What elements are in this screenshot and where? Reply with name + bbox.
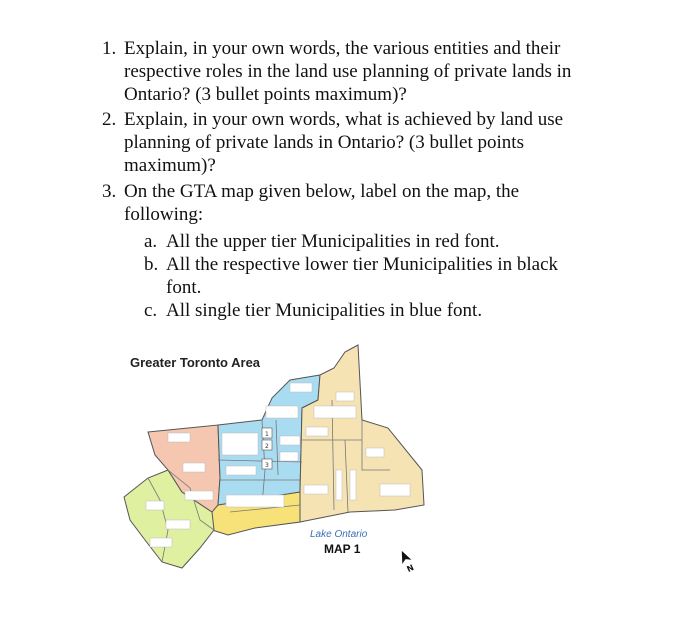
numbered-boxes [262, 428, 272, 469]
label-box [146, 501, 164, 510]
sub-item-text: All the upper tier Municipalities in red font. [166, 231, 500, 252]
label-box [183, 463, 205, 472]
sub-item-text: All single tier Municipalities in blue font. [166, 300, 483, 321]
label-box [306, 427, 328, 436]
question-number: 2. [102, 109, 117, 130]
label-box [336, 470, 342, 500]
label-box [290, 383, 312, 392]
question-text: Explain, in your own words, the various entities and their respective roles in the land use planning of private lands in Ontario? (3 bullet points maximum)? [124, 38, 572, 105]
label-box [350, 470, 356, 500]
label-box [336, 392, 354, 401]
svg-text:N: N [405, 562, 416, 574]
question-text: On the GTA map given below, label on the map, the following: [124, 181, 520, 225]
label-box [314, 406, 356, 418]
label-box [222, 433, 258, 455]
sub-item-letter: b. [144, 254, 159, 275]
label-box [185, 491, 213, 500]
question-number: 1. [102, 38, 117, 59]
label-box [366, 448, 384, 457]
label-box [280, 452, 298, 461]
label-box [226, 466, 256, 475]
label-box [280, 436, 300, 445]
sub-item-letter: c. [144, 300, 158, 321]
box-number: 2 [265, 443, 269, 450]
question-number: 3. [102, 181, 117, 202]
lake-label: Lake Ontario [310, 529, 368, 540]
label-box [150, 538, 172, 547]
label-box [226, 495, 284, 507]
label-box [168, 433, 190, 442]
box-number: 3 [265, 462, 269, 469]
north-arrow-icon [397, 549, 416, 575]
label-box [304, 485, 328, 494]
label-box [166, 520, 190, 529]
map-title: Greater Toronto Area [130, 355, 261, 370]
question-text: Explain, in your own words, what is achieved by land use planning of private lands in Ontario? (3 bullet points maximum)? [124, 109, 564, 176]
sub-item-letter: a. [144, 231, 158, 252]
label-box [266, 406, 298, 418]
box-number: 1 [265, 431, 269, 438]
label-box [380, 484, 410, 496]
sub-item-text: All the respective lower tier Municipalities in black font. [166, 254, 559, 298]
map-number-label: MAP 1 [324, 542, 361, 556]
